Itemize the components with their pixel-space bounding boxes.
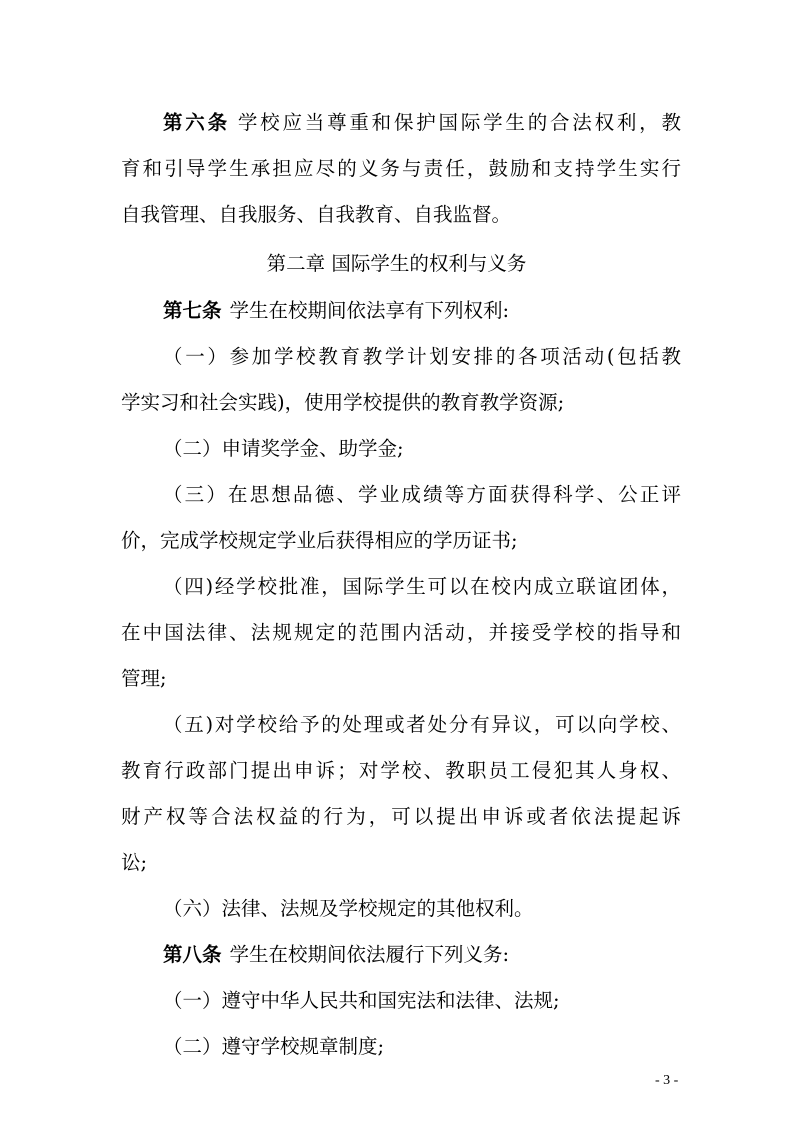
article-8-heading: 第八条 <box>163 943 222 966</box>
article-7-intro: 学生在校期间依法享有下列权利: <box>229 299 510 322</box>
page-number: - 3 - <box>655 1073 679 1088</box>
article-7-item-1-line-1: （一）参加学校教育教学计划安排的各项活动(包括教 <box>163 345 681 368</box>
chapter-2-title: 第二章 国际学生的权利与义务 <box>266 252 527 275</box>
article-6-line-3: 自我管理、自我服务、自我教育、自我监督。 <box>121 203 512 226</box>
article-7-heading: 第七条 <box>163 299 222 322</box>
article-7-item-1-line-2: 学实习和社会实践)，使用学校提供的教育教学资源; <box>121 391 565 414</box>
article-7-item-5-line-2: 教育行政部门提出申诉；对学校、教职员工侵犯其人身权、 <box>121 759 681 782</box>
article-6-text-1: 学校应当尊重和保护国际学生的合法权利，教 <box>237 111 681 134</box>
article-6-heading: 第六条 <box>163 111 230 134</box>
article-8-intro: 学生在校期间依法履行下列义务: <box>229 943 510 966</box>
article-7-item-3-line-1: （三）在思想品德、学业成绩等方面获得科学、公正评 <box>163 483 681 506</box>
article-8-item-2: （二）遵守学校规章制度; <box>163 1035 385 1058</box>
article-7-item-3-line-2: 价，完成学校规定学业后获得相应的学历证书; <box>121 529 518 552</box>
article-7-line-intro <box>163 297 681 325</box>
article-7-item-5-line-1: （五)对学校给予的处理或者处分有异议，可以向学校、 <box>163 713 681 736</box>
article-7-item-4-line-1: （四)经学校批准，国际学生可以在校内成立联谊团体， <box>163 575 681 598</box>
article-8-line-intro <box>163 941 681 969</box>
article-7-item-4-line-2: 在中国法律、法规规定的范围内活动，并接受学校的指导和 <box>121 621 681 644</box>
article-7-item-4-line-3: 管理; <box>121 667 167 690</box>
article-8-item-1: （一）遵守中华人民共和国宪法和法律、法规; <box>163 989 560 1012</box>
article-6-line-1 <box>163 109 681 137</box>
article-7-item-6: （六）法律、法规及学校规定的其他权利。 <box>163 897 534 920</box>
article-7-item-5-line-3: 财产权等合法权益的行为，可以提出申诉或者依法提起诉 <box>121 805 681 828</box>
article-7-item-5-line-4: 讼; <box>121 851 148 874</box>
article-7-item-2: （二）申请奖学金、助学金; <box>163 437 404 460</box>
article-6-line-2: 育和引导学生承担应尽的义务与责任，鼓励和支持学生实行 <box>121 157 681 180</box>
